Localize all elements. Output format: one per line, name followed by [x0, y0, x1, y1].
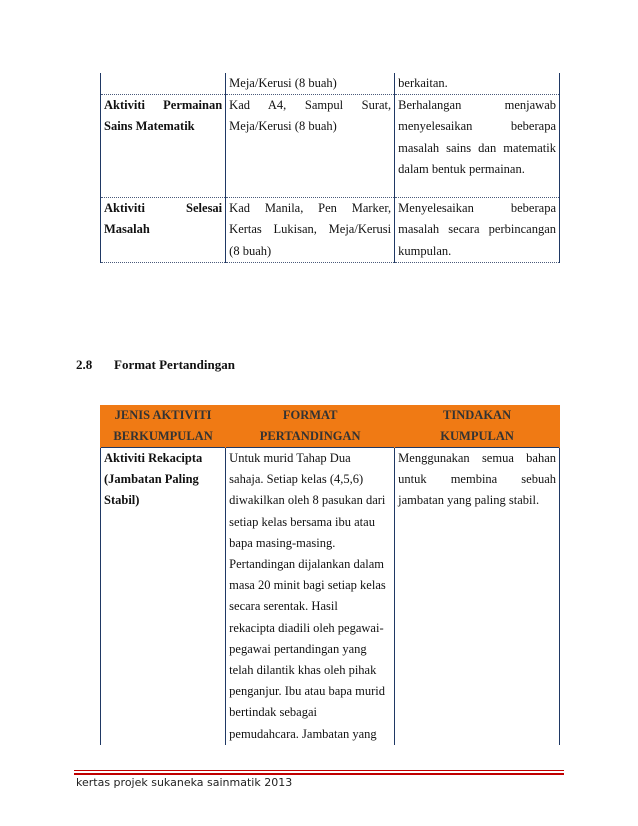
materials-cell — [226, 73, 395, 95]
page-footer: kertas projek sukaneka sainmatik 2013 — [76, 776, 293, 789]
text-line: Kertas Lukisan, Meja/Kerusi — [229, 222, 392, 237]
text-line: berkaitan. — [398, 76, 448, 90]
text-line: Sains Matematik — [104, 119, 195, 134]
text-line: penganjur. Ibu atau bapa murid — [229, 684, 386, 699]
header-line: BERKUMPULAN — [113, 429, 213, 443]
text-line: Meja/Kerusi (8 buah) — [229, 119, 337, 134]
text-line: kumpulan. — [398, 243, 452, 258]
text-line: bapa masing-masing. — [229, 535, 336, 550]
footer-rule — [74, 770, 564, 771]
text-line: Masalah — [104, 222, 150, 237]
activity-cell — [101, 95, 226, 198]
header-line: FORMAT — [282, 408, 338, 422]
text-line: sahaja. Setiap kelas (4,5,6) — [229, 472, 364, 487]
text-line: secara serentak. Hasil — [229, 599, 338, 614]
materials-table — [100, 73, 560, 263]
text-line: rekacipta diadili oleh pegawai- — [229, 620, 384, 635]
text-line: untuk membina sebuah — [398, 472, 556, 487]
header-line: PERTANDINGAN — [259, 429, 361, 443]
header-activity-type — [101, 405, 226, 448]
text-line: Aktiviti Rekacipta — [104, 451, 203, 465]
format-cell — [226, 448, 395, 745]
text-line: telah dilantik khas oleh pihak — [229, 663, 377, 678]
text-line: Untuk murid Tahap Dua — [229, 451, 351, 465]
text-line: Berhalangan menjawab — [398, 98, 556, 113]
text-line: diwakilkan oleh 8 pasukan dari — [229, 493, 386, 508]
table-row — [101, 198, 560, 263]
text-line: Aktiviti Permainan — [104, 98, 223, 113]
text-line: Kad Manila, Pen Marker, — [229, 201, 392, 216]
competition-format-table — [100, 405, 560, 745]
text-line: Menggunakan semua bahan — [398, 451, 556, 465]
section-number: 2.8 — [76, 357, 93, 372]
objective-cell — [395, 198, 560, 263]
activity-cell — [101, 198, 226, 263]
text-line: Pertandingan dijalankan dalam — [229, 557, 384, 572]
text-line: dalam bentuk permainan. — [398, 161, 525, 176]
text-line: bertindak sebagai — [229, 705, 317, 720]
materials-cell — [226, 95, 395, 198]
objective-cell — [395, 95, 560, 198]
header-format — [226, 405, 395, 448]
table-row — [101, 73, 560, 95]
footer-rule — [74, 773, 564, 775]
text-line: (8 buah) — [229, 243, 272, 258]
table-row — [101, 448, 560, 745]
objective-cell — [395, 73, 560, 95]
table-row — [101, 95, 560, 198]
text-line: Stabil) — [104, 493, 140, 508]
text-line: Meja/Kerusi (8 buah) — [229, 76, 337, 90]
header-line: KUMPULAN — [440, 429, 514, 443]
text-line: menyelesaikan beberapa — [398, 119, 556, 134]
text-line: setiap kelas bersama ibu atau — [229, 514, 375, 529]
header-group-action — [395, 405, 560, 448]
text-line: masa 20 minit bagi setiap kelas — [229, 578, 386, 593]
section-title: Format Pertandingan — [114, 357, 235, 372]
text-line: Aktiviti Selesai — [104, 201, 223, 216]
materials-cell — [226, 198, 395, 263]
activity-cell — [101, 448, 226, 745]
text-line: Kad A4, Sampul Surat, — [229, 98, 392, 113]
text-line: masalah sains dan matematik — [398, 140, 556, 155]
text-line: (Jambatan Paling — [104, 472, 199, 487]
text-line: masalah secara perbincangan — [398, 222, 556, 237]
header-line: TINDAKAN — [443, 408, 512, 422]
table-header-row — [101, 405, 560, 448]
text-line: pemudahcara. Jambatan yang — [229, 726, 377, 741]
text-line: Menyelesaikan beberapa — [398, 201, 556, 216]
activity-cell — [101, 73, 226, 95]
text-line: jambatan yang paling stabil. — [398, 493, 540, 508]
action-cell — [395, 448, 560, 745]
text-line: pegawai pertandingan yang — [229, 641, 367, 656]
header-line: JENIS AKTIVITI — [114, 408, 212, 422]
